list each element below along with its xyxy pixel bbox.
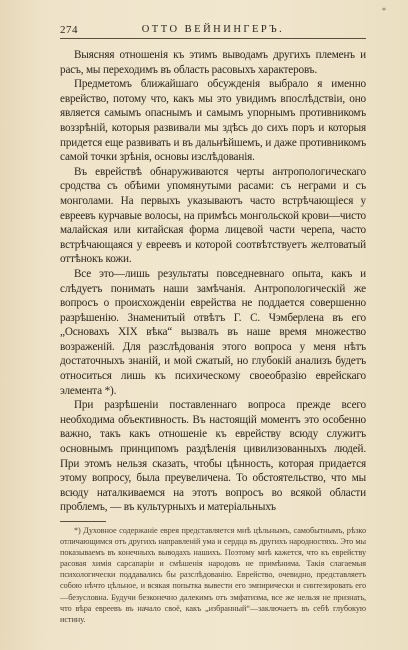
- paragraph: Выясняя отношенія къ этимъ выводамъ другихъ племенъ и расъ, мы переходимъ въ область расовыхъ характеровъ.: [60, 49, 366, 76]
- paragraph: Все это—лишь результаты повседневнаго опыта, какъ и слѣдуетъ понимать наши замѣчанія. Антропологическій же вопросъ о происхожденіи еврейства не поддается совершенно разрѣшенію. Знаменитый отвѣтъ Г. С. Чэмберлена въ его „Основахъ XIX вѣка“ вызвалъ въ наше время множество возраженій. Для разслѣдованія этого вопроса у меня нѣтъ достаточныхъ знаній, и мой сжатый, но глубокій анализъ будетъ относиться лишь къ психическому своеобразію еврейскаго элемента *).: [60, 267, 366, 397]
- footnote: *) Духовное содержаніе еврея представляется мнѣ цѣльнымъ, самобытнымъ, рѣзко отличающимся отъ другихъ направленій ума и сердца въ другихъ народностяхъ. Это мы показываемъ въ конечныхъ выводахъ нашихъ. Поэтому мнѣ кажется, что къ еврейству расовая химія сарсапаріи и смѣшенія народовъ не примѣнима. Такія слагаемыя психологически поддавались бы разслѣдованію. Еврейство, очевидно, представляетъ собою нѣчто цѣльное, и всякая попытка вывести его эмпирически и синтезировать его—безусловна. Будучи безконечно далекимъ отъ эмфатизма, все же нельзя не признать, что вѣра евреевъ въ начало своё, какъ „избранный“—заключаетъ въ себѣ глубокую истину.: [60, 526, 366, 624]
- page-number: 274: [60, 24, 78, 36]
- running-title: ОТТО ВЕЙНИНГЕРЪ.: [141, 24, 285, 35]
- body-text: [60, 48, 366, 625]
- corner-mark: *: [382, 6, 386, 15]
- paragraph: Предметомъ ближайшаго обсужденія выбрало я именно еврейство, потому что, какъ мы это увидимъ впослѣдствіи, оно является самымъ опаснымъ и самымъ упорнымъ противникомъ воззрѣній, которыя развивали мы здѣсь до сихъ поръ и которыя придется еще развивать и въ дальнѣйшемъ, и даже противникомъ самой точки зрѣнія, основы изслѣдованія.: [60, 78, 366, 164]
- page-header: [60, 24, 366, 39]
- paragraph: Въ еврействѣ обнаруживаются черты антропологическаго сродства съ обѣими упомянутыми расами: съ неграми и съ монголами. На первыхъ указываютъ часто встрѣчающіеся у евреевъ курчавые волосы, на примѣсь монгольской крови—чисто малайская или китайская форма лицевой части черепа, часто встрѣчающаяся у евреевъ и которой соотвѣтствуетъ желтоватый оттѣнокъ кожи.: [60, 165, 366, 266]
- footnote-divider: [60, 521, 106, 522]
- paragraph: При разрѣшеніи поставленнаго вопроса прежде всего необходима объективность. Въ настоящій моментъ это особенно важно, такъ какъ отношеніе къ еврейству всюду служитъ основнымъ принципомъ раздѣленія цивилизованныхъ людей. При этомъ нельзя сказать, чтобы цѣнность, которая придается этому вопросу, была преувеличена. То обстоятельство, что мы всюду наталкиваемся на этотъ вопросъ во всякой области проблемъ, — въ культурныхъ и матеріальныхъ: [60, 399, 366, 514]
